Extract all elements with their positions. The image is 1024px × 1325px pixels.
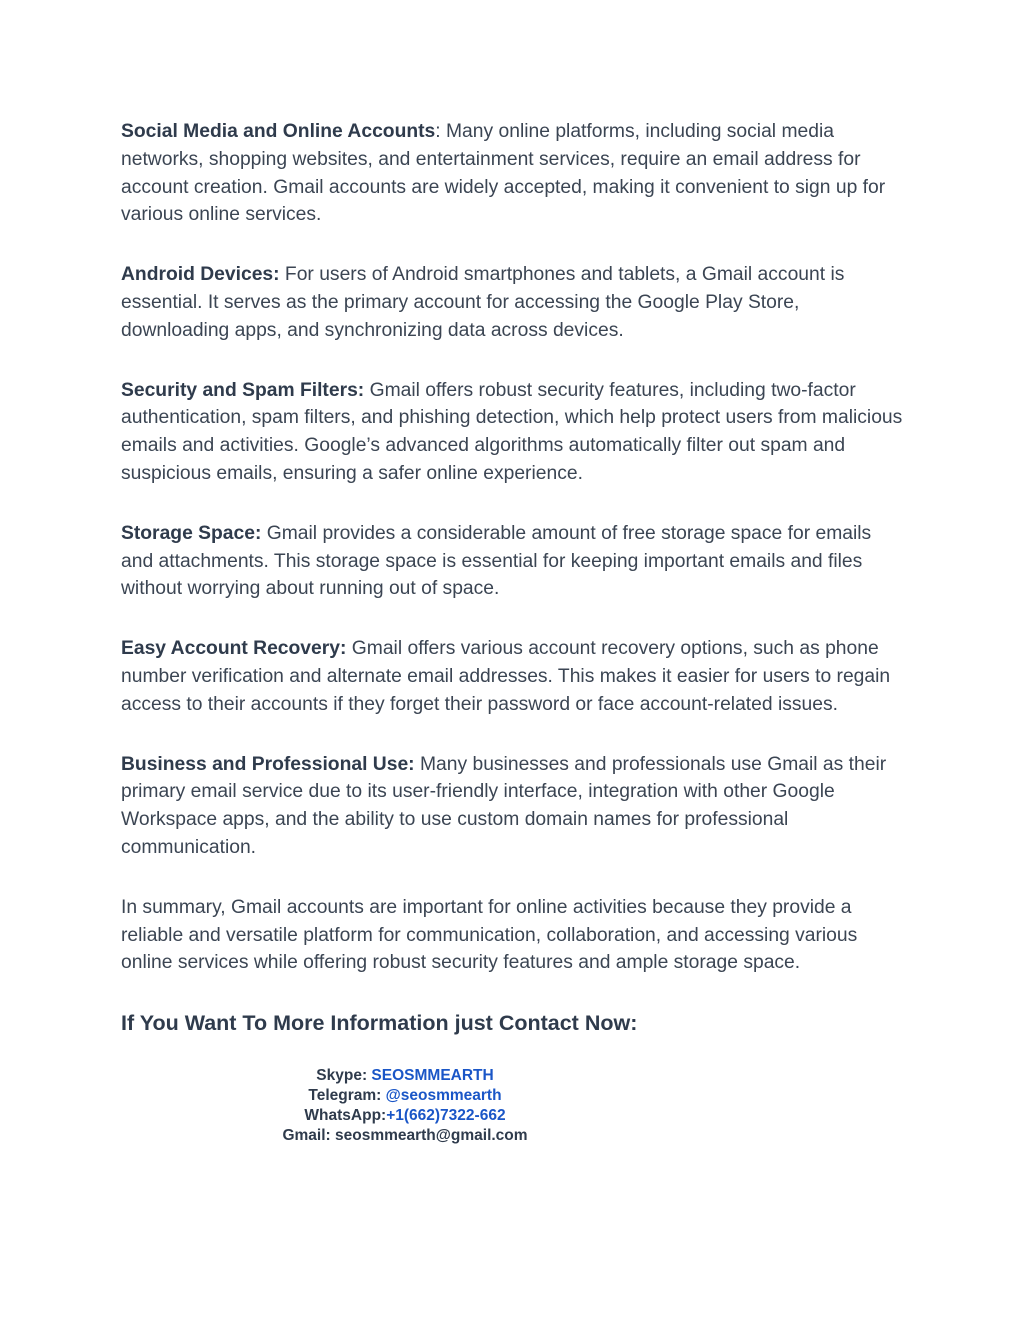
section-android-devices (121, 261, 904, 344)
contact-gmail (0, 1126, 810, 1146)
contact-heading: If You Want To More Information just Contact Now: (121, 1011, 638, 1036)
section-text: Gmail offers robust security features, including two-factor authentication, spam filters, and phishing detection, which help protect users from malicious emails and activities. Google’s advanced algorithms automatically filter out spam and suspicious emails, ensuring a safer online experience. (121, 379, 903, 484)
contact-whatsapp (0, 1106, 810, 1126)
whatsapp-label: WhatsApp: (304, 1107, 387, 1124)
section-storage-space (121, 520, 904, 603)
section-text: : Many online platforms, including social media networks, shopping websites, and entertainment services, require an email address for account creation. Gmail accounts are widely accepted, making it convenient to sign up for various online services. (121, 121, 886, 226)
summary-paragraph: In summary, Gmail accounts are important for online activities because they provide a reliable and versatile platform for communication, collaboration, and accessing various online services while offering robust security features and ample storage space. (121, 896, 858, 974)
section-term: Business and Professional Use: (121, 753, 415, 775)
section-social-media (121, 118, 904, 229)
section-text: For users of Android smartphones and tablets, a Gmail account is essential. It serves as the primary account for accessing the Google Play Store, downloading apps, and synchronizing data across devices. (121, 264, 845, 341)
telegram-link[interactable]: @seosmmearth (385, 1087, 502, 1104)
section-term: Security and Spam Filters: (121, 379, 365, 401)
skype-link[interactable]: SEOSMMEARTH (371, 1067, 494, 1084)
section-term: Easy Account Recovery: (121, 638, 347, 660)
section-term: Social Media and Online Accounts (121, 121, 436, 142)
section-term: Android Devices: (121, 264, 280, 286)
contact-telegram (0, 1086, 810, 1106)
section-text: Gmail provides a considerable amount of free storage space for emails and attachments. This storage space is essential for keeping important emails and files without worrying about running out of space. (121, 522, 872, 600)
contact-block (0, 1066, 810, 1146)
section-business-use (121, 751, 904, 862)
section-text: Gmail offers various account recovery options, such as phone number verification and alternate email addresses. This makes it easier for users to regain access to their accounts if they forget their password or face account-related issues. (121, 638, 891, 715)
telegram-label: Telegram: (308, 1087, 386, 1104)
section-text: Many businesses and professionals use Gmail as their primary email service due to its user-friendly interface, integration with other Google Workspace apps, and the ability to use custom domain names for professional communication. (121, 753, 887, 858)
gmail-label: Gmail: (282, 1127, 335, 1144)
skype-label: Skype: (316, 1067, 372, 1084)
whatsapp-link[interactable]: +1(662)7322-662 (386, 1107, 506, 1124)
contact-skype (0, 1066, 810, 1086)
gmail-address: seosmmearth@gmail.com (334, 1127, 528, 1144)
section-account-recovery (121, 635, 904, 718)
section-security-spam (121, 377, 904, 488)
section-term: Storage Space: (121, 522, 262, 544)
